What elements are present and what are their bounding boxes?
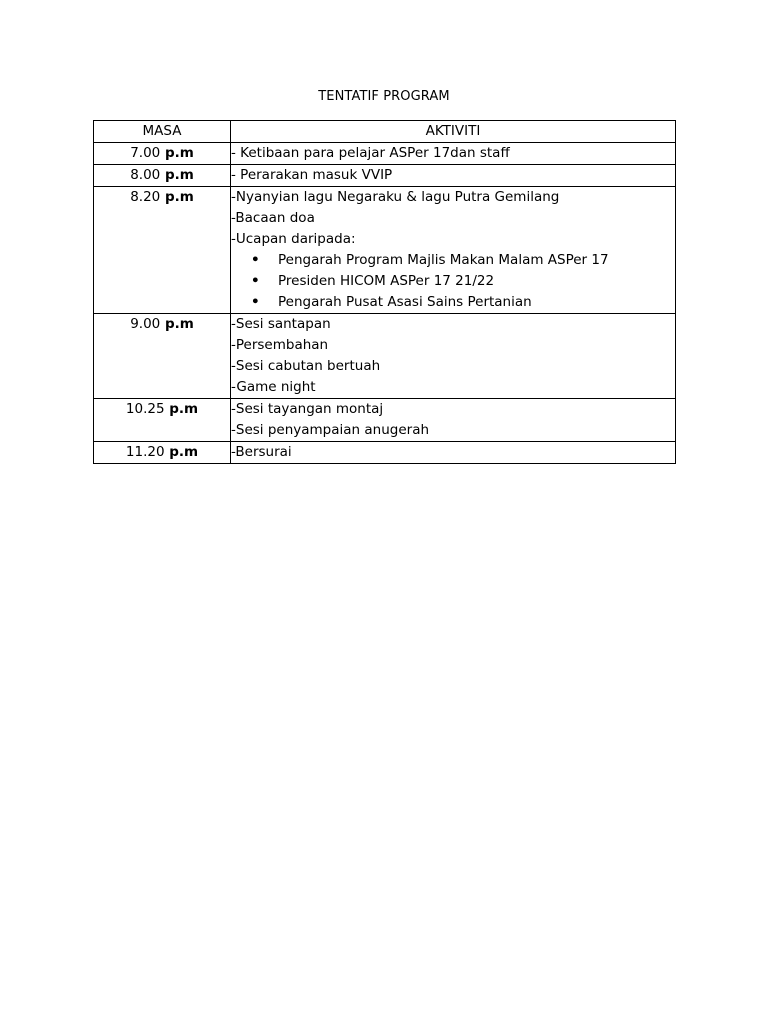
activity-line: -Bersurai xyxy=(231,444,292,460)
activity-line: -Sesi penyampaian anugerah xyxy=(231,422,430,438)
time-value: 9.00 xyxy=(130,316,161,332)
program-schedule-table xyxy=(93,120,676,464)
time-unit: p.m xyxy=(160,316,194,332)
table-row xyxy=(94,442,676,464)
activity-line: -Sesi cabutan bertuah xyxy=(231,358,381,374)
time-cell xyxy=(94,399,231,442)
time-value: 11.20 xyxy=(125,444,165,460)
time-unit: p.m xyxy=(164,444,199,460)
table-row xyxy=(94,314,676,399)
document-title: TENTATIF PROGRAM xyxy=(318,89,450,104)
time-cell xyxy=(94,143,231,165)
bullet-icon: • xyxy=(251,294,260,310)
activity-cell xyxy=(231,314,676,399)
bullet-icon: • xyxy=(251,273,260,289)
time-unit: p.m xyxy=(160,167,194,183)
bullet-text: Pengarah Program Majlis Makan Malam ASPer 17 xyxy=(278,252,609,268)
activity-cell xyxy=(231,442,676,464)
column-header-activity: AKTIVITI xyxy=(231,121,676,143)
table-row xyxy=(94,399,676,442)
activity-line: -Sesi santapan xyxy=(231,316,331,332)
activity-cell xyxy=(231,143,676,165)
bullet-item xyxy=(231,292,675,313)
activity-line: -Nyanyian lagu Negaraku & lagu Putra Gemilang xyxy=(231,189,560,205)
bullet-item xyxy=(231,250,675,271)
table-row xyxy=(94,143,676,165)
activity-cell xyxy=(231,399,676,442)
bullet-text: Pengarah Pusat Asasi Sains Pertanian xyxy=(278,294,532,310)
time-unit: p.m xyxy=(160,145,194,161)
column-header-time: MASA xyxy=(94,121,231,143)
time-cell xyxy=(94,165,231,187)
time-cell xyxy=(94,442,231,464)
activity-cell xyxy=(231,187,676,314)
bullet-item xyxy=(231,271,675,292)
activity-line: -Game night xyxy=(231,379,316,395)
activity-line: -Sesi tayangan montaj xyxy=(231,401,384,417)
time-value: 10.25 xyxy=(125,401,165,417)
activity-cell xyxy=(231,165,676,187)
activity-line: -Ucapan daripada: xyxy=(231,231,356,247)
time-unit: p.m xyxy=(164,401,199,417)
activity-line: -Persembahan xyxy=(231,337,329,353)
activity-line: - Ketibaan para pelajar ASPer 17dan staff xyxy=(231,145,510,161)
table-row xyxy=(94,165,676,187)
time-value: 8.20 xyxy=(130,189,161,205)
time-value: 8.00 xyxy=(130,167,161,183)
activity-line: -Bacaan doa xyxy=(231,210,315,226)
time-cell xyxy=(94,187,231,314)
table-header-row xyxy=(94,121,676,143)
time-unit: p.m xyxy=(160,189,194,205)
activity-line: - Perarakan masuk VVIP xyxy=(231,167,393,183)
time-cell xyxy=(94,314,231,399)
bullet-icon: • xyxy=(251,252,260,268)
bullet-text: Presiden HICOM ASPer 17 21/22 xyxy=(278,273,495,289)
table-row xyxy=(94,187,676,314)
time-value: 7.00 xyxy=(130,145,161,161)
